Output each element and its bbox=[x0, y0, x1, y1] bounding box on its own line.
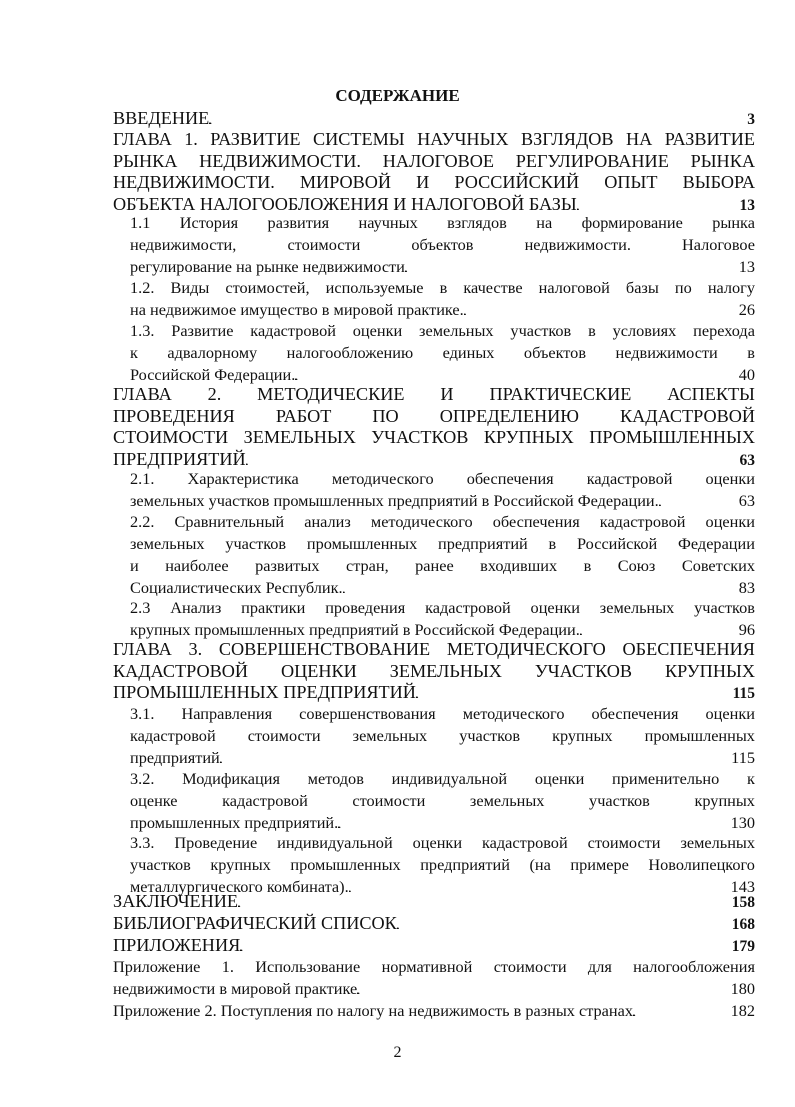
toc-line bbox=[130, 299, 755, 321]
toc-word: Проведение bbox=[174, 833, 258, 852]
toc-word: промышленных bbox=[306, 534, 418, 554]
toc-word: АСПЕКТЫ bbox=[667, 384, 755, 404]
toc-page-number: 143 bbox=[730, 877, 755, 897]
toc-word: РЫНКА bbox=[690, 150, 755, 171]
dot-leader bbox=[580, 619, 737, 641]
toc-word: РЫНКА bbox=[113, 150, 178, 171]
toc-word: участков bbox=[130, 855, 191, 875]
toc-word: кадастровой bbox=[482, 833, 568, 852]
toc-word: 3.2. bbox=[130, 769, 155, 788]
toc-word: оценки bbox=[530, 598, 580, 617]
toc-entry-s1-2[interactable] bbox=[130, 277, 755, 321]
toc-line bbox=[130, 832, 755, 854]
toc-page-number: 26 bbox=[738, 300, 755, 320]
dot-leader bbox=[405, 256, 737, 278]
toc-line bbox=[130, 212, 755, 234]
toc-entry-appx1[interactable] bbox=[113, 956, 755, 1000]
toc-word: (на bbox=[529, 855, 551, 875]
toc-word: оценки bbox=[705, 469, 755, 488]
toc-word: предприятий bbox=[420, 855, 510, 875]
toc-word: объектов bbox=[411, 235, 474, 255]
toc-line bbox=[113, 913, 755, 935]
toc-word: ПРОМЫШЛЕННЫХ bbox=[589, 427, 755, 448]
toc-line bbox=[130, 234, 755, 256]
toc-entry-ch2[interactable] bbox=[113, 384, 755, 471]
toc-word: участков bbox=[589, 791, 650, 811]
toc-word: земельных bbox=[352, 726, 428, 746]
toc-word: ГЛАВА bbox=[113, 384, 172, 404]
dot-leader bbox=[295, 364, 736, 386]
toc-page-number: 40 bbox=[738, 365, 755, 385]
toc-word: входивших bbox=[480, 556, 558, 576]
toc-word: кадастровой bbox=[586, 469, 673, 488]
toc-line bbox=[130, 490, 755, 512]
toc-entry-text: БИБЛИОГРАФИЧЕСКИЙ СПИСОК bbox=[113, 913, 397, 933]
toc-word: в bbox=[439, 278, 448, 297]
toc-line bbox=[113, 661, 755, 683]
toc-entry-text: промышленных предприятий. bbox=[130, 813, 339, 833]
toc-entry-text: ОБЪЕКТА НАЛОГООБЛОЖЕНИЯ И НАЛОГОВОЙ БАЗЫ bbox=[113, 194, 577, 215]
toc-word: по bbox=[674, 278, 692, 297]
toc-word: анализ bbox=[304, 512, 351, 531]
toc-page-number: 13 bbox=[739, 197, 755, 215]
dot-leader bbox=[397, 913, 730, 935]
toc-page-number: 3 bbox=[747, 111, 755, 128]
toc-word: Модификация bbox=[182, 769, 280, 788]
toc-line bbox=[113, 384, 755, 406]
toc-word: используемые bbox=[325, 278, 424, 297]
dot-leader bbox=[238, 891, 730, 913]
toc-entry-text: ЗАКЛЮЧЕНИЕ bbox=[113, 891, 239, 911]
toc-word: Использование bbox=[255, 957, 361, 976]
toc-word: стоимости bbox=[247, 726, 321, 746]
toc-word: предприятий bbox=[438, 534, 528, 554]
toc-word: РАЗВИТИЕ bbox=[664, 129, 755, 149]
toc-word: кадастровой bbox=[250, 321, 336, 340]
toc-word: ЗЕМЕЛЬНЫХ bbox=[243, 427, 356, 448]
toc-page-number: 115 bbox=[732, 685, 755, 703]
toc-entry-biblio[interactable] bbox=[113, 913, 755, 935]
toc-word: к bbox=[747, 769, 755, 788]
page-title: СОДЕРЖАНИЕ bbox=[335, 86, 460, 105]
toc-word: РАЗВИТИЕ bbox=[210, 129, 301, 149]
toc-word: формирование bbox=[581, 213, 683, 232]
toc-word: недвижимости bbox=[615, 343, 718, 363]
toc-word: стоимости bbox=[493, 957, 567, 976]
toc-line bbox=[113, 935, 755, 957]
toc-word: ОБЕСПЕЧЕНИЯ bbox=[622, 639, 755, 659]
toc-word: Советских bbox=[681, 556, 755, 576]
toc-line bbox=[113, 682, 755, 704]
toc-word: стран, bbox=[345, 556, 389, 576]
toc-word: 1. bbox=[184, 129, 198, 149]
dot-leader bbox=[633, 1000, 729, 1022]
dot-leader bbox=[240, 935, 730, 957]
toc-line bbox=[130, 703, 755, 725]
toc-word: 2.2. bbox=[130, 512, 155, 531]
toc-line bbox=[130, 555, 755, 577]
toc-word: Российской bbox=[577, 534, 658, 554]
toc-line bbox=[113, 891, 755, 913]
toc-word: участков bbox=[459, 726, 521, 746]
toc-word: на bbox=[536, 213, 553, 232]
toc-word: Развитие bbox=[171, 321, 234, 340]
dot-leader bbox=[416, 682, 731, 704]
toc-line bbox=[130, 619, 755, 641]
toc-word: крупных bbox=[552, 726, 613, 746]
toc-entry-ch3[interactable] bbox=[113, 639, 755, 704]
toc-word: налоговой bbox=[538, 278, 610, 297]
toc-word: ПО bbox=[372, 405, 399, 426]
dot-leader bbox=[220, 747, 729, 769]
toc-word: ОЦЕНКИ bbox=[281, 660, 357, 681]
toc-line bbox=[130, 725, 755, 747]
toc-word: МЕТОДИЧЕСКОГО bbox=[446, 639, 606, 659]
toc-entry-s1-3[interactable] bbox=[130, 320, 755, 386]
toc-word: для bbox=[587, 957, 612, 976]
dot-leader bbox=[209, 108, 745, 130]
toc-word: к bbox=[130, 343, 138, 363]
toc-word: методического bbox=[462, 704, 565, 723]
toc-page-number: 115 bbox=[731, 748, 755, 768]
dot-leader bbox=[357, 978, 728, 1000]
toc-word: стоимости bbox=[587, 833, 661, 852]
toc-word: научных bbox=[358, 213, 418, 232]
toc-word: КРУПНЫХ bbox=[665, 660, 755, 681]
toc-word: ПРОВЕДЕНИЯ bbox=[113, 405, 235, 426]
toc-line bbox=[113, 172, 755, 194]
toc-page-number: 63 bbox=[738, 491, 755, 511]
toc-line bbox=[130, 320, 755, 342]
toc-word: оценки bbox=[705, 704, 755, 723]
page-number: 2 bbox=[393, 1044, 402, 1061]
toc-word: оценки bbox=[352, 321, 403, 340]
toc-word: индивидуальной bbox=[391, 769, 508, 788]
toc-word: ГЛАВА bbox=[113, 639, 172, 659]
toc-entry-text: ПРЕДПРИЯТИЙ bbox=[113, 449, 246, 470]
toc-word: развитых bbox=[255, 556, 320, 576]
toc-word: ВЗГЛЯДОВ bbox=[521, 129, 614, 149]
toc-entry-text: земельных участков промышленных предприятий в Российской Федерации. bbox=[130, 491, 659, 511]
toc-page-number: 130 bbox=[730, 813, 755, 833]
toc-word: 2.3 bbox=[130, 598, 151, 617]
toc-word: земельных bbox=[130, 534, 205, 554]
toc-word: условиях bbox=[612, 321, 677, 340]
toc-word: 2.1. bbox=[130, 469, 155, 488]
toc-line bbox=[130, 256, 755, 278]
toc-word: наиболее bbox=[165, 556, 229, 576]
toc-line bbox=[130, 511, 755, 533]
toc-entry-text: недвижимости в мировой практике bbox=[113, 979, 358, 998]
toc-word: КАДАСТРОВОЙ bbox=[619, 405, 755, 426]
toc-word: кадастровой bbox=[222, 791, 308, 811]
toc-word: 1.3. bbox=[130, 321, 155, 340]
toc-word: индивидуальной bbox=[277, 833, 393, 852]
toc-word: участков bbox=[225, 534, 287, 554]
toc-line bbox=[113, 639, 755, 661]
toc-word: РАБОТ bbox=[275, 405, 332, 426]
toc-word: методов bbox=[307, 769, 364, 788]
toc-entry-text: ПРИЛОЖЕНИЯ bbox=[113, 935, 241, 955]
toc-entry-text: Российской Федерации. bbox=[130, 365, 296, 385]
toc-word: ВЫБОРА bbox=[682, 172, 755, 193]
toc-word: земельных bbox=[419, 321, 494, 340]
toc-word: 1.2. bbox=[130, 278, 155, 297]
toc-entry-s2-1[interactable] bbox=[130, 468, 755, 512]
toc-word: методического bbox=[331, 469, 434, 488]
toc-page-number: 96 bbox=[738, 620, 755, 640]
toc-word: недвижимости, bbox=[130, 235, 237, 255]
toc-word: оценки bbox=[412, 833, 463, 852]
toc-word: налогообложения bbox=[633, 957, 755, 976]
toc-word: адвалорному bbox=[167, 343, 258, 363]
toc-word: в bbox=[583, 556, 592, 576]
toc-entry-appx2[interactable] bbox=[113, 1000, 755, 1022]
toc-word: 3.3. bbox=[130, 833, 155, 852]
toc-word: недвижимости. bbox=[524, 235, 631, 255]
dot-leader bbox=[338, 812, 728, 834]
toc-page-number: 158 bbox=[731, 894, 755, 911]
toc-line bbox=[113, 427, 755, 449]
toc-word: Налоговое bbox=[682, 235, 755, 255]
toc-word: обеспечения bbox=[591, 704, 679, 723]
toc-word: кадастровой bbox=[599, 512, 686, 531]
toc-word: РЕГУЛИРОВАНИЕ bbox=[515, 150, 669, 171]
toc-word: земельных bbox=[680, 833, 755, 852]
toc-line bbox=[113, 108, 755, 130]
toc-word: 3. bbox=[188, 639, 203, 659]
toc-word: Направления bbox=[181, 704, 273, 723]
toc-word: совершенствования bbox=[299, 704, 436, 723]
toc-word: оценки bbox=[534, 769, 585, 788]
toc-entry-text: регулирование на рынке недвижимости bbox=[130, 257, 405, 277]
toc-entry-s3-2[interactable] bbox=[130, 768, 755, 834]
toc-word: налогообложению bbox=[286, 343, 414, 363]
toc-line bbox=[113, 151, 755, 173]
toc-line bbox=[130, 364, 755, 386]
toc-entry-text: предприятий bbox=[130, 748, 220, 768]
toc-word: Характеристика bbox=[187, 469, 299, 488]
toc-word: развития bbox=[267, 213, 330, 232]
toc-line bbox=[113, 1000, 755, 1022]
toc-entry-text: Социалистических Республик. bbox=[130, 578, 343, 598]
toc-word: Федерации bbox=[678, 534, 755, 554]
toc-entry-text: ПРОМЫШЛЕННЫХ ПРЕДПРИЯТИЙ bbox=[113, 682, 416, 703]
toc-line bbox=[130, 533, 755, 555]
toc-word: НЕДВИЖИМОСТИ. bbox=[199, 150, 361, 171]
toc-word: стоимости bbox=[352, 791, 426, 811]
toc-page-number: 13 bbox=[738, 257, 755, 277]
toc-word: МЕТОДИЧЕСКИЕ bbox=[257, 384, 405, 404]
toc-word: оценке bbox=[130, 791, 178, 811]
toc-word: в bbox=[588, 321, 596, 340]
toc-word: примере bbox=[570, 855, 629, 875]
toc-word: единых bbox=[442, 343, 495, 363]
toc-word: участков bbox=[694, 598, 755, 617]
toc-word: применительно bbox=[612, 769, 720, 788]
toc-line bbox=[130, 812, 755, 834]
toc-word: в bbox=[747, 343, 755, 363]
toc-line bbox=[130, 342, 755, 364]
toc-word: в bbox=[548, 534, 557, 554]
toc-word: крупных bbox=[210, 855, 271, 875]
toc-page-number: 179 bbox=[731, 938, 755, 955]
toc-page-number: 168 bbox=[731, 916, 755, 933]
toc-word: проведения bbox=[325, 598, 406, 617]
dot-leader bbox=[464, 299, 737, 321]
toc-word: кадастровой bbox=[130, 726, 216, 746]
toc-word: ранее bbox=[415, 556, 454, 576]
toc-entry-text: на недвижимое имущество в мировой практике. bbox=[130, 300, 464, 320]
toc-word: взглядов bbox=[447, 213, 507, 232]
toc-entry-text: Приложение 2. Поступления по налогу на недвижимость в разных странах bbox=[113, 1001, 633, 1020]
toc-word: оценки bbox=[705, 512, 755, 531]
toc-word: УЧАСТКОВ bbox=[371, 427, 469, 448]
toc-word: Союз bbox=[617, 556, 656, 576]
toc-word: рынка bbox=[712, 213, 755, 232]
toc-word: промышленных bbox=[290, 855, 401, 875]
toc-word: Сравнительный bbox=[174, 512, 285, 531]
toc-word: УЧАСТКОВ bbox=[534, 660, 633, 681]
toc-line bbox=[130, 790, 755, 812]
toc-word: 3.1. bbox=[130, 704, 155, 723]
toc-word: стоимостей, bbox=[225, 278, 310, 297]
toc-line bbox=[130, 768, 755, 790]
toc-page-number: 83 bbox=[738, 578, 755, 598]
toc-word: земельных bbox=[469, 791, 545, 811]
toc-word: ОПЫТ bbox=[604, 172, 658, 193]
toc-word: СИСТЕМЫ bbox=[312, 129, 405, 149]
toc-word: 1. bbox=[221, 957, 234, 976]
toc-word: 2. bbox=[207, 384, 222, 404]
toc-word: обеспечения bbox=[492, 512, 580, 531]
toc-word: методического bbox=[370, 512, 473, 531]
toc-entry-intro[interactable] bbox=[113, 108, 755, 130]
toc-word: 1.1 bbox=[130, 213, 151, 232]
toc-word: стоимости bbox=[287, 235, 361, 255]
toc-word: НАУЧНЫХ bbox=[417, 129, 509, 149]
toc-word: НАЛОГОВОЕ bbox=[382, 150, 495, 171]
toc-word: крупных bbox=[694, 791, 755, 811]
toc-line bbox=[130, 854, 755, 876]
toc-entry-appx[interactable] bbox=[113, 935, 755, 957]
toc-word: МИРОВОЙ bbox=[299, 172, 392, 193]
toc-word: СОВЕРШЕНСТВОВАНИЕ bbox=[218, 639, 431, 659]
toc-word: ПРАКТИЧЕСКИЕ bbox=[489, 384, 632, 404]
toc-word: КАДАСТРОВОЙ bbox=[113, 660, 249, 681]
toc-line bbox=[113, 129, 755, 151]
toc-line bbox=[130, 468, 755, 490]
toc-entry-s3-3[interactable] bbox=[130, 832, 755, 898]
toc-word: кадастровой bbox=[425, 598, 511, 617]
toc-entry-s2-3[interactable] bbox=[130, 597, 755, 641]
toc-word: практики bbox=[241, 598, 306, 617]
toc-word: ЗЕМЕЛЬНЫХ bbox=[389, 660, 502, 681]
toc-word: качестве bbox=[463, 278, 523, 297]
toc-entry-text: крупных промышленных предприятий в Российской Федерации. bbox=[130, 620, 580, 640]
toc-entry-s3-1[interactable] bbox=[130, 703, 755, 769]
toc-word: НА bbox=[626, 129, 653, 149]
toc-entry-text: ВВЕДЕНИЕ bbox=[113, 108, 210, 128]
toc-word: РОССИЙСКИЙ bbox=[454, 172, 580, 193]
toc-word: обеспечения bbox=[466, 469, 554, 488]
toc-word: КРУПНЫХ bbox=[483, 427, 574, 448]
toc-word: И bbox=[416, 172, 430, 193]
toc-page-number: 182 bbox=[730, 1001, 755, 1020]
toc-word: Новолипецкого bbox=[648, 855, 755, 875]
toc-word: объектов bbox=[523, 343, 587, 363]
toc-word: Анализ bbox=[170, 598, 222, 617]
toc-word: налогу bbox=[707, 278, 755, 297]
toc-page-number: 63 bbox=[739, 452, 755, 470]
toc-line bbox=[113, 956, 755, 978]
toc-word: И bbox=[440, 384, 454, 404]
toc-word: Виды bbox=[170, 278, 210, 297]
toc-word: промышленных bbox=[644, 726, 755, 746]
toc-entry-concl[interactable] bbox=[113, 891, 755, 913]
toc-entry-ch1[interactable] bbox=[113, 129, 755, 216]
toc-word: перехода bbox=[693, 321, 755, 340]
dot-leader bbox=[659, 490, 737, 512]
toc-line bbox=[130, 597, 755, 619]
toc-word: и bbox=[130, 556, 139, 576]
toc-word: базы bbox=[625, 278, 659, 297]
toc-word: ГЛАВА bbox=[113, 129, 172, 149]
toc-word: История bbox=[179, 213, 239, 232]
toc-line bbox=[113, 406, 755, 428]
toc-word: Приложение bbox=[113, 957, 201, 976]
toc-word: НЕДВИЖИМОСТИ. bbox=[113, 172, 275, 193]
toc-page-number: 180 bbox=[730, 979, 755, 998]
toc-entry-text: металлургического комбината). bbox=[130, 877, 349, 897]
toc-entry-s2-2[interactable] bbox=[130, 511, 755, 599]
toc-word: нормативной bbox=[381, 957, 473, 976]
toc-word: участков bbox=[510, 321, 572, 340]
toc-entry-s1-1[interactable] bbox=[130, 212, 755, 278]
toc-line bbox=[113, 978, 755, 1000]
toc-line bbox=[130, 277, 755, 299]
toc-word: СТОИМОСТИ bbox=[113, 427, 229, 448]
toc-word: земельных bbox=[599, 598, 675, 617]
toc-word: ОПРЕДЕЛЕНИЮ bbox=[439, 405, 579, 426]
toc-line bbox=[130, 747, 755, 769]
